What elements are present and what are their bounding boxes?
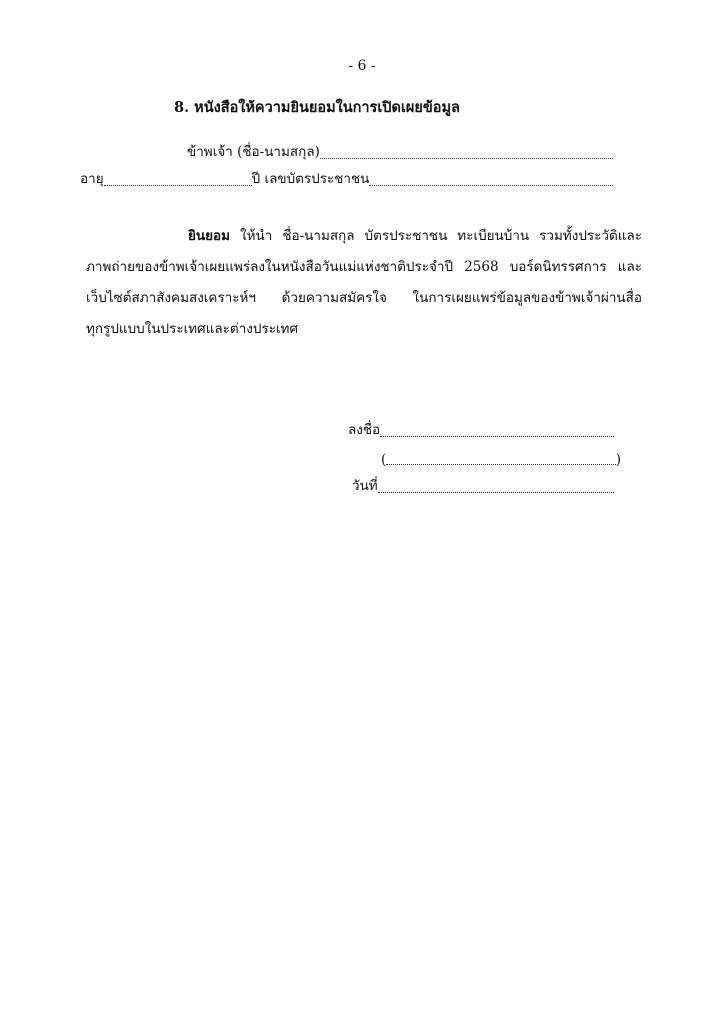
signature-row (348, 420, 614, 440)
signature-label: ลงชื่อ (348, 422, 381, 438)
consent-paragraph (86, 226, 642, 350)
close-paren: ) (615, 452, 621, 468)
age-id-row (80, 169, 613, 189)
name-label: ข้าพเจ้า (ชื่อ-นามสกุล) (187, 144, 320, 160)
date-label: วันที่ (352, 478, 378, 494)
date-row (352, 476, 614, 496)
name-row (187, 142, 613, 162)
consent-line-2: ภาพถ่ายของข้าพเจ้าเผยแพร่ลงในหนังสือวันแม่แห่งชาติประจำปี 2568 บอร์ดนิทรรศการ และ (86, 259, 642, 275)
consent-line-3: เว็บไซต์สภาสังคมสงเคราะห์ฯ ด้วยความสมัครใจ ในการเผยแพร่ข้อมูลของข้าพเจ้าผ่านสื่อ (86, 290, 642, 306)
id-label: ปี เลขบัตรประชาชน (251, 171, 370, 187)
open-paren: ( (381, 452, 387, 468)
age-label: อายุ (80, 171, 104, 187)
signature-field[interactable] (380, 422, 614, 437)
page-number: - 6 - (348, 58, 376, 74)
name-field[interactable] (320, 144, 613, 159)
consent-lead: ยินยอม (188, 228, 231, 244)
age-field[interactable] (104, 171, 252, 186)
consent-line-4: ทุกรูปแบบในประเทศและต่างประเทศ (86, 321, 299, 337)
id-number-field[interactable] (369, 171, 613, 186)
date-field[interactable] (378, 478, 614, 493)
printed-name-field[interactable] (386, 450, 615, 465)
consent-line-1 (86, 226, 642, 257)
printed-name-row (381, 448, 621, 468)
section-title: 8. หนังสือให้ความยินยอมในการเปิดเผยข้อมูล (174, 99, 460, 116)
consent-line-1-text: ให้นำ ชื่อ-นามสกุล บัตรประชาชน ทะเบียนบ้าน รวมทั้งประวัติและ (240, 228, 642, 244)
